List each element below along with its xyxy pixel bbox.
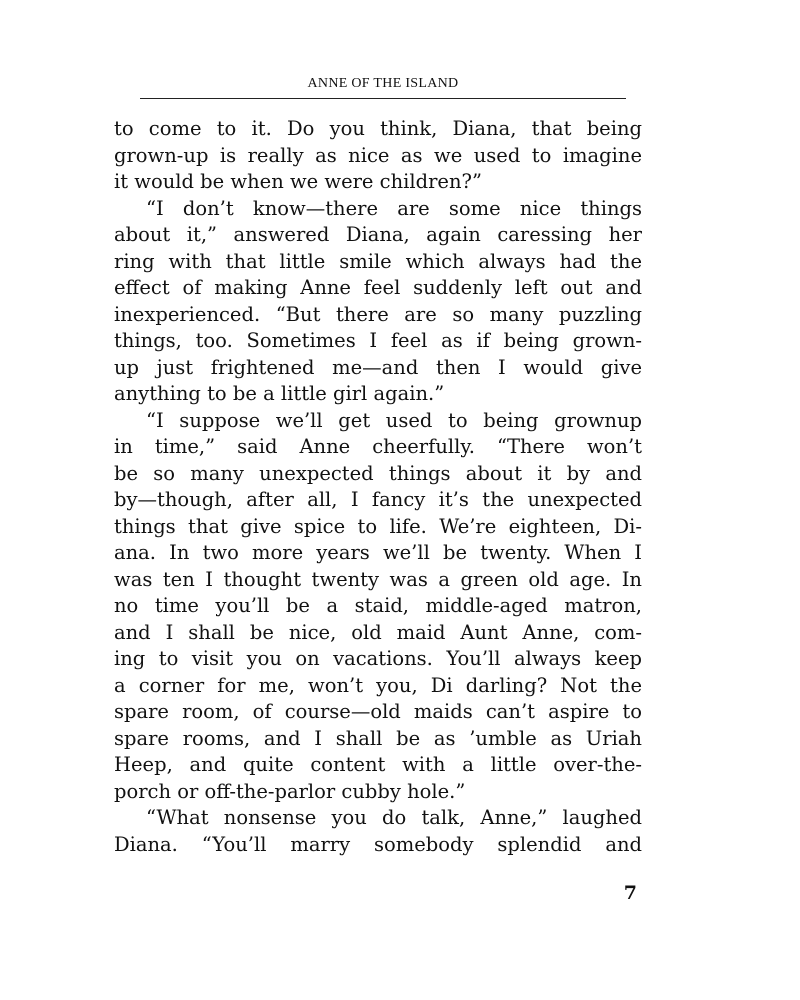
page-number: 7 bbox=[623, 882, 637, 904]
text-line: to come to it. Do you think, Diana, that being bbox=[114, 117, 642, 140]
text-line: in time,” said Anne cheerfully. “There won’t bbox=[114, 435, 642, 458]
text-line: Diana. “You’ll marry somebody splendid and bbox=[114, 832, 642, 856]
text-line: effect of making Anne feel suddenly left out and bbox=[114, 276, 642, 299]
text-line: was ten I thought twenty was a green old age. In bbox=[114, 567, 642, 591]
running-head: ANNE OF THE ISLAND bbox=[307, 76, 459, 91]
text-line: about it,” answered Diana, again caressing her bbox=[114, 223, 642, 246]
text-line: by—though, after all, I fancy it’s the unexpected bbox=[114, 488, 642, 511]
header-rule bbox=[140, 98, 626, 99]
text-line: inexperienced. “But there are so many puzzling bbox=[114, 302, 642, 326]
text-line: “I suppose we’ll get used to being grownup bbox=[146, 408, 642, 432]
text-line: and I shall be nice, old maid Aunt Anne, com- bbox=[114, 620, 642, 644]
text-line: spare room, of course—old maids can’t aspire to bbox=[114, 700, 642, 723]
text-line: anything to be a little girl again.” bbox=[114, 382, 445, 405]
text-line: porch or off-the-parlor cubby hole.” bbox=[114, 779, 466, 803]
text-line: no time you’ll be a staid, middle-aged matron, bbox=[114, 594, 642, 617]
text-line: be so many unexpected things about it by and bbox=[114, 461, 642, 485]
text-line: ring with that little smile which always had the bbox=[114, 249, 642, 273]
text-line: grown-up is really as nice as we used to imagine bbox=[114, 143, 642, 167]
text-line: ana. In two more years we’ll be twenty. When I bbox=[114, 541, 642, 564]
text-line: “What nonsense you do talk, Anne,” laughed bbox=[146, 806, 642, 829]
body-text bbox=[114, 116, 642, 858]
text-line: a corner for me, won’t you, Di darling? Not the bbox=[114, 673, 642, 697]
text-line: up just frightened me—and then I would give bbox=[114, 355, 642, 379]
text-line: things, too. Sometimes I feel as if being grown- bbox=[114, 329, 642, 352]
text-line: Heep, and quite content with a little over-the- bbox=[114, 753, 642, 776]
text-line: “I don’t know—there are some nice things bbox=[146, 196, 642, 220]
text-line: spare rooms, and I shall be as ’umble as Uriah bbox=[114, 726, 642, 750]
text-line: things that give spice to life. We’re eighteen, Di- bbox=[114, 514, 642, 538]
text-line: it would be when we were children?” bbox=[114, 170, 482, 193]
text-line: ing to visit you on vacations. You’ll always keep bbox=[114, 647, 642, 670]
